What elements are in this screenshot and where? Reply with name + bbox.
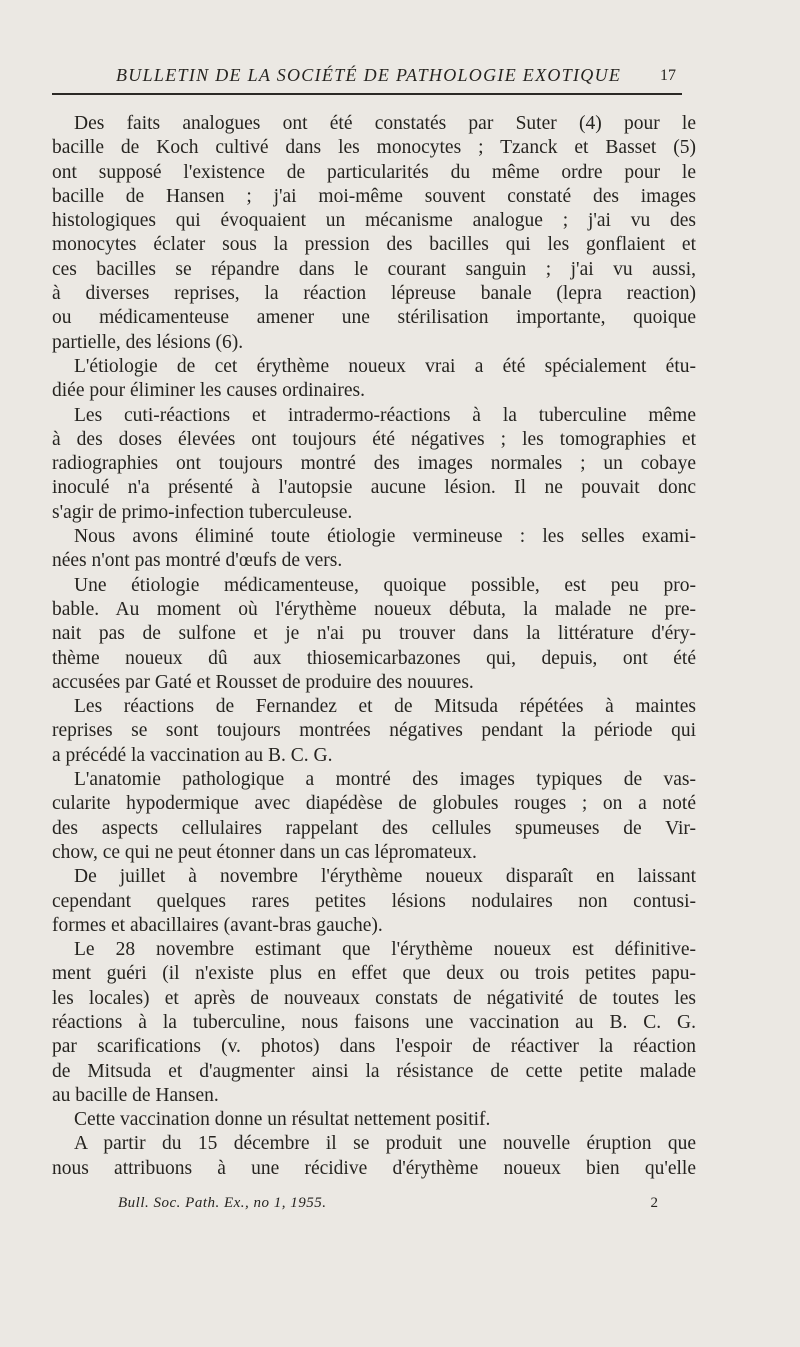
text-line: réactions à la tuberculine, nous faisons une vaccination au B. C. G.	[52, 1011, 696, 1033]
text-line: par scarifications (v. photos) dans l'espoir de réactiver la réaction	[52, 1036, 696, 1058]
text-line: bable. Au moment où l'érythème noueux débuta, la malade ne pre-	[52, 598, 696, 620]
text-line: ont supposé l'existence de particularités du même ordre pour le	[52, 161, 696, 183]
text-line: Les réactions de Fernandez et de Mitsuda répétées à maintes	[74, 696, 696, 718]
text-line: de Mitsuda et d'augmenter ainsi la résistance de cette petite malade	[52, 1060, 696, 1082]
text-line: bacille de Hansen ; j'ai moi-même souvent constaté des images	[52, 185, 696, 207]
text-line: De juillet à novembre l'érythème noueux disparaît en laissant	[74, 866, 696, 888]
page-number: 17	[660, 67, 676, 84]
footer-citation: Bull. Soc. Path. Ex., no 1, 1955.	[118, 1195, 327, 1211]
text-line: radiographies ont toujours montré des images normales ; un cobaye	[52, 453, 696, 475]
text-line: nait pas de sulfone et je n'ai pu trouver dans la littérature d'éry-	[52, 623, 696, 645]
body-text	[52, 112, 696, 1181]
text-line: L'étiologie de cet érythème noueux vrai a été spécialement étu-	[74, 355, 696, 377]
text-line: ment guéri (il n'existe plus en effet que deux ou trois petites papu-	[52, 963, 696, 985]
text-line: L'anatomie pathologique a montré des images typiques de vas-	[74, 769, 696, 791]
text-line: s'agir de primo-infection tuberculeuse.	[52, 501, 353, 523]
text-line: Cette vaccination donne un résultat nettement positif.	[74, 1109, 491, 1131]
text-line: histologiques qui évoquaient un mécanisme analogue ; j'ai vu des	[52, 210, 696, 232]
text-line: au bacille de Hansen.	[52, 1084, 219, 1106]
text-line: cependant quelques rares petites lésions nodulaires non contusi-	[52, 890, 696, 912]
text-line: à des doses élevées ont toujours été négatives ; les tomographies et	[52, 428, 696, 450]
text-line: a précédé la vaccination au B. C. G.	[52, 744, 333, 766]
text-line: diée pour éliminer les causes ordinaires.	[52, 380, 365, 402]
page-footer	[118, 1195, 658, 1219]
text-line: ou médicamenteuse amener une stérilisation importante, quoique	[52, 307, 696, 329]
page-header	[52, 63, 682, 95]
running-title: BULLETIN DE LA SOCIÉTÉ DE PATHOLOGIE EXOTIQUE	[116, 65, 622, 85]
text-line: reprises se sont toujours montrées négatives pendant la période qui	[52, 720, 696, 742]
signature-mark: 2	[650, 1195, 658, 1211]
text-line: A partir du 15 décembre il se produit une nouvelle éruption que	[74, 1133, 696, 1155]
text-line: des aspects cellulaires rappelant des cellules spumeuses de Vir-	[52, 817, 696, 839]
text-line: les locales) et après de nouveaux constats de négativité de toutes les	[52, 987, 696, 1009]
text-line: ces bacilles se répandre dans le courant sanguin ; j'ai vu aussi,	[52, 258, 696, 280]
text-line: Des faits analogues ont été constatés par Suter (4) pour le	[74, 113, 696, 134]
text-line: cularite hypodermique avec diapédèse de globules rouges ; on a noté	[52, 793, 696, 815]
text-line: nous attribuons à une récidive d'érythème noueux bien qu'elle	[52, 1157, 696, 1179]
text-line: à diverses reprises, la réaction lépreuse banale (lepra reaction)	[52, 283, 696, 305]
text-line: inoculé n'a présenté à l'autopsie aucune lésion. Il ne pouvait donc	[52, 477, 696, 499]
text-line: Nous avons éliminé toute étiologie vermineuse : les selles exami-	[74, 526, 696, 548]
text-line: Les cuti-réactions et intradermo-réactions à la tuberculine même	[74, 404, 696, 426]
text-line: partielle, des lésions (6).	[52, 331, 244, 353]
text-line: chow, ce qui ne peut étonner dans un cas lépromateux.	[52, 841, 477, 863]
text-line: Le 28 novembre estimant que l'érythème noueux est définitive-	[74, 939, 696, 961]
text-line: monocytes éclater sous la pression des bacilles qui les gonflaient et	[52, 234, 696, 256]
text-line: bacille de Koch cultivé dans les monocytes ; Tzanck et Basset (5)	[52, 137, 696, 159]
text-line: accusées par Gaté et Rousset de produire des nouures.	[52, 671, 474, 693]
text-line: thème noueux dû aux thiosemicarbazones qui, depuis, ont été	[52, 647, 696, 669]
text-line: formes et abacillaires (avant-bras gauche).	[52, 914, 383, 936]
text-line: Une étiologie médicamenteuse, quoique possible, est peu pro-	[74, 574, 696, 596]
text-line: nées n'ont pas montré d'œufs de vers.	[52, 550, 343, 572]
